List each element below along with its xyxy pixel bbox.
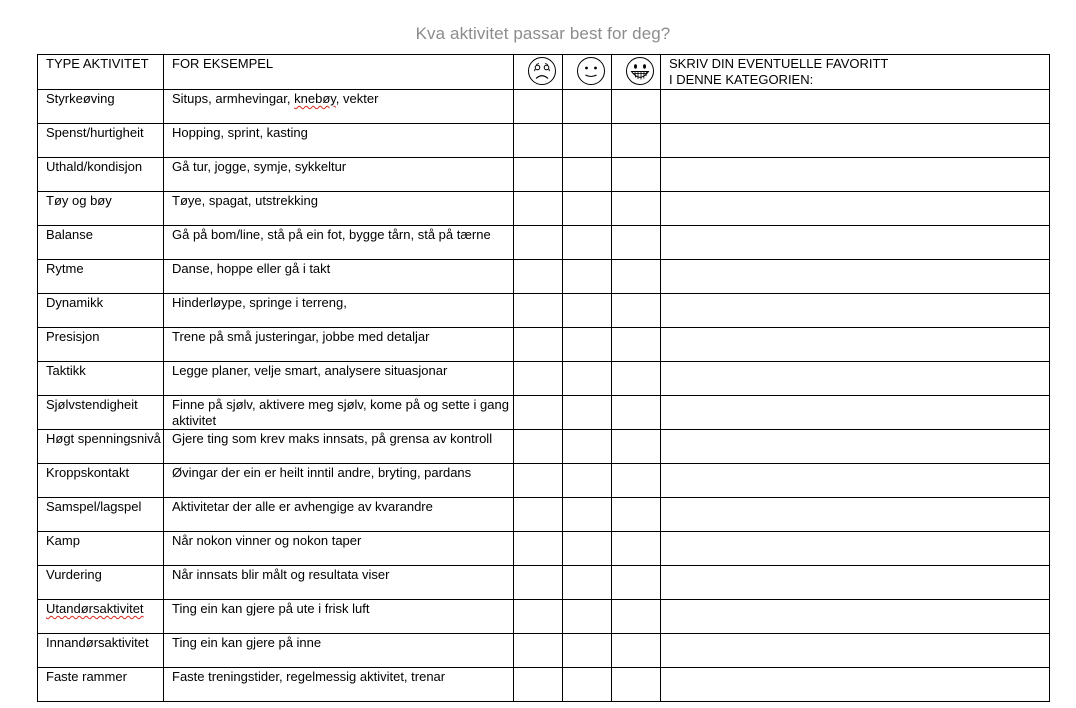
favorite-entry-cell[interactable] xyxy=(661,226,1050,260)
activity-type-cell xyxy=(38,294,164,328)
activity-example-text: Aktivitetar der alle er avhengige av kvarandre xyxy=(172,499,433,514)
header-example: FOR EKSEMPEL xyxy=(164,55,514,90)
rating-unhappy-cell[interactable] xyxy=(514,532,563,566)
activity-type-cell xyxy=(38,362,164,396)
rating-neutral-cell[interactable] xyxy=(563,430,612,464)
rating-neutral-cell[interactable] xyxy=(563,158,612,192)
activity-type-label: Spenst/hurtigheit xyxy=(46,125,144,140)
rating-neutral-cell[interactable] xyxy=(563,362,612,396)
activity-example-cell xyxy=(164,226,514,260)
table-row xyxy=(38,566,1050,600)
favorite-entry-cell[interactable] xyxy=(661,328,1050,362)
rating-neutral-cell[interactable] xyxy=(563,498,612,532)
rating-neutral-cell[interactable] xyxy=(563,668,612,702)
activity-type-label: Taktikk xyxy=(46,363,86,378)
activity-example-cell xyxy=(164,566,514,600)
rating-unhappy-cell[interactable] xyxy=(514,668,563,702)
activity-type-cell xyxy=(38,158,164,192)
favorite-entry-cell[interactable] xyxy=(661,532,1050,566)
activity-example-cell xyxy=(164,430,514,464)
rating-unhappy-cell[interactable] xyxy=(514,430,563,464)
rating-happy-cell[interactable] xyxy=(612,90,661,124)
activity-table xyxy=(37,54,1050,702)
favorite-entry-cell[interactable] xyxy=(661,90,1050,124)
activity-example-cell xyxy=(164,192,514,226)
rating-happy-cell[interactable] xyxy=(612,124,661,158)
favorite-entry-cell[interactable] xyxy=(661,430,1050,464)
rating-happy-cell[interactable] xyxy=(612,294,661,328)
activity-example-text: Legge planer, velje smart, analysere situasjonar xyxy=(172,363,448,378)
favorite-entry-cell[interactable] xyxy=(661,260,1050,294)
rating-happy-cell[interactable] xyxy=(612,600,661,634)
rating-neutral-cell[interactable] xyxy=(563,600,612,634)
rating-neutral-cell[interactable] xyxy=(563,260,612,294)
activity-example-cell xyxy=(164,464,514,498)
rating-happy-cell[interactable] xyxy=(612,192,661,226)
table-row xyxy=(38,294,1050,328)
rating-happy-cell[interactable] xyxy=(612,328,661,362)
activity-example-text: Gå på bom/line, stå på ein fot, bygge tårn, stå på tærne xyxy=(172,227,491,242)
rating-happy-cell[interactable] xyxy=(612,396,661,430)
activity-type-label: Tøy og bøy xyxy=(46,193,112,208)
rating-happy-cell[interactable] xyxy=(612,634,661,668)
activity-type-cell xyxy=(38,430,164,464)
header-favorite xyxy=(661,55,1050,90)
grinning-face-icon xyxy=(625,56,655,86)
activity-type-label: Faste rammer xyxy=(46,669,127,684)
activity-example-text: Situps, armhevingar, xyxy=(172,91,295,106)
favorite-entry-cell[interactable] xyxy=(661,634,1050,668)
header-row xyxy=(38,55,1050,90)
activity-example-cell xyxy=(164,396,514,430)
activity-example-text: Øvingar der ein er heilt inntil andre, bryting, pardans xyxy=(172,465,472,480)
rating-happy-cell[interactable] xyxy=(612,464,661,498)
rating-happy-cell[interactable] xyxy=(612,566,661,600)
table-row xyxy=(38,464,1050,498)
activity-example-cell xyxy=(164,362,514,396)
activity-type-cell xyxy=(38,328,164,362)
activity-example-cell xyxy=(164,498,514,532)
rating-unhappy-cell[interactable] xyxy=(514,328,563,362)
rating-neutral-cell[interactable] xyxy=(563,226,612,260)
rating-neutral-cell[interactable] xyxy=(563,634,612,668)
rating-happy-cell[interactable] xyxy=(612,532,661,566)
activity-example-text: Trene på små justeringar, jobbe med detaljar xyxy=(172,329,430,344)
activity-example-text: Danse, hoppe eller gå i takt xyxy=(172,261,331,276)
table-row xyxy=(38,396,1050,430)
activity-example-cell xyxy=(164,260,514,294)
table-row xyxy=(38,362,1050,396)
activity-type-cell xyxy=(38,634,164,668)
header-type-activity: TYPE AKTIVITET xyxy=(38,55,164,90)
rating-unhappy-cell[interactable] xyxy=(514,634,563,668)
favorite-entry-cell[interactable] xyxy=(661,668,1050,702)
rating-neutral-cell[interactable] xyxy=(563,396,612,430)
rating-unhappy-cell[interactable] xyxy=(514,226,563,260)
activity-example-text: Når innsats blir målt og resultata viser xyxy=(172,567,390,582)
activity-type-label: Kamp xyxy=(46,533,80,548)
favorite-entry-cell[interactable] xyxy=(661,600,1050,634)
activity-type-cell xyxy=(38,532,164,566)
rating-neutral-cell[interactable] xyxy=(563,294,612,328)
rating-unhappy-cell[interactable] xyxy=(514,124,563,158)
activity-example-cell xyxy=(164,90,514,124)
activity-type-label: Styrkeøving xyxy=(46,91,115,106)
activity-type-label: Høgt spenningsnivå xyxy=(46,431,161,446)
activity-type-label: Innandørsaktivitet xyxy=(46,635,149,650)
activity-example-text: Gå tur, jogge, symje, sykkeltur xyxy=(172,159,347,174)
table-row xyxy=(38,498,1050,532)
rating-unhappy-cell[interactable] xyxy=(514,158,563,192)
rating-happy-cell[interactable] xyxy=(612,158,661,192)
table-row xyxy=(38,226,1050,260)
rating-happy-cell[interactable] xyxy=(612,362,661,396)
table-row xyxy=(38,90,1050,124)
rating-unhappy-cell[interactable] xyxy=(514,396,563,430)
table-row xyxy=(38,192,1050,226)
activity-example-cell xyxy=(164,634,514,668)
activity-type-cell xyxy=(38,464,164,498)
activity-type-cell xyxy=(38,260,164,294)
activity-type-label: Vurdering xyxy=(46,567,102,582)
activity-example-text: Når nokon vinner og nokon taper xyxy=(172,533,362,548)
rating-unhappy-cell[interactable] xyxy=(514,498,563,532)
rating-neutral-cell[interactable] xyxy=(563,566,612,600)
favorite-entry-cell[interactable] xyxy=(661,158,1050,192)
activity-type-label: Dynamikk xyxy=(46,295,104,310)
activity-type-cell xyxy=(38,600,164,634)
rating-happy-cell[interactable] xyxy=(612,260,661,294)
rating-neutral-cell[interactable] xyxy=(563,124,612,158)
activity-type-cell xyxy=(38,566,164,600)
rating-neutral-cell[interactable] xyxy=(563,90,612,124)
activity-type-label: Balanse xyxy=(46,227,93,242)
activity-type-cell xyxy=(38,192,164,226)
table-row xyxy=(38,260,1050,294)
favorite-entry-cell[interactable] xyxy=(661,124,1050,158)
activity-example-text: Ting ein kan gjere på ute i frisk luft xyxy=(172,601,370,616)
activity-example-text: Tøye, spagat, utstrekking xyxy=(172,193,318,208)
favorite-entry-cell[interactable] xyxy=(661,396,1050,430)
activity-example-text: Hopping, sprint, kasting xyxy=(172,125,308,140)
header-rating-happy xyxy=(612,55,661,90)
activity-rows xyxy=(38,90,1050,702)
activity-example-text: Finne på sjølv, aktivere meg sjølv, kome på og sette i gang aktivitet xyxy=(172,397,509,428)
favorite-entry-cell[interactable] xyxy=(661,566,1050,600)
activity-example-cell xyxy=(164,124,514,158)
rating-unhappy-cell[interactable] xyxy=(514,566,563,600)
activity-example-text: knebøy xyxy=(294,91,336,106)
activity-example-text: Gjere ting som krev maks innsats, på grensa av kontroll xyxy=(172,431,493,446)
activity-example-cell xyxy=(164,532,514,566)
rating-unhappy-cell[interactable] xyxy=(514,90,563,124)
rating-neutral-cell[interactable] xyxy=(563,464,612,498)
activity-example-text: Faste treningstider, regelmessig aktivitet, trenar xyxy=(172,669,446,684)
rating-happy-cell[interactable] xyxy=(612,226,661,260)
frowning-face-icon xyxy=(527,56,557,86)
rating-happy-cell[interactable] xyxy=(612,498,661,532)
activity-type-cell xyxy=(38,498,164,532)
favorite-entry-cell[interactable] xyxy=(661,464,1050,498)
rating-unhappy-cell[interactable] xyxy=(514,362,563,396)
activity-type-label: Sjølvstendigheit xyxy=(46,397,138,412)
activity-type-cell xyxy=(38,124,164,158)
rating-unhappy-cell[interactable] xyxy=(514,600,563,634)
activity-example-cell xyxy=(164,668,514,702)
rating-unhappy-cell[interactable] xyxy=(514,260,563,294)
activity-type-cell xyxy=(38,90,164,124)
activity-example-cell xyxy=(164,600,514,634)
activity-type-cell xyxy=(38,396,164,430)
header-rating-unhappy xyxy=(514,55,563,90)
activity-type-label: Uthald/kondisjon xyxy=(46,159,143,174)
favorite-entry-cell[interactable] xyxy=(661,294,1050,328)
activity-type-label: Kroppskontakt xyxy=(46,465,130,480)
table-row xyxy=(38,634,1050,668)
rating-unhappy-cell[interactable] xyxy=(514,192,563,226)
table-row xyxy=(38,158,1050,192)
activity-type-label: Utandørsaktivitet xyxy=(46,601,144,616)
activity-example-cell xyxy=(164,328,514,362)
table-row xyxy=(38,532,1050,566)
rating-neutral-cell[interactable] xyxy=(563,328,612,362)
header-favorite-line2: I DENNE KATEGORIEN: xyxy=(669,72,814,87)
rating-unhappy-cell[interactable] xyxy=(514,464,563,498)
favorite-entry-cell[interactable] xyxy=(661,192,1050,226)
rating-happy-cell[interactable] xyxy=(612,430,661,464)
table-row xyxy=(38,328,1050,362)
table-row xyxy=(38,668,1050,702)
activity-type-label: Presisjon xyxy=(46,329,100,344)
activity-type-label: Samspel/lagspel xyxy=(46,499,142,514)
neutral-face-icon xyxy=(576,56,606,86)
header-rating-neutral xyxy=(563,55,612,90)
rating-unhappy-cell[interactable] xyxy=(514,294,563,328)
table-row xyxy=(38,124,1050,158)
activity-example-cell xyxy=(164,294,514,328)
table-row xyxy=(38,430,1050,464)
activity-example-text: Ting ein kan gjere på inne xyxy=(172,635,322,650)
activity-example-cell xyxy=(164,158,514,192)
favorite-entry-cell[interactable] xyxy=(661,362,1050,396)
activity-type-label: Rytme xyxy=(46,261,84,276)
rating-neutral-cell[interactable] xyxy=(563,192,612,226)
activity-type-cell xyxy=(38,226,164,260)
activity-type-cell xyxy=(38,668,164,702)
rating-neutral-cell[interactable] xyxy=(563,532,612,566)
favorite-entry-cell[interactable] xyxy=(661,498,1050,532)
activity-example-text: Hinderløype, springe i terreng, xyxy=(172,295,347,310)
rating-happy-cell[interactable] xyxy=(612,668,661,702)
activity-example-text: , vekter xyxy=(335,91,379,106)
header-favorite-line1: SKRIV DIN EVENTUELLE FAVORITT xyxy=(669,56,889,71)
table-row xyxy=(38,600,1050,634)
page-title: Kva aktivitet passar best for deg? xyxy=(415,24,671,43)
